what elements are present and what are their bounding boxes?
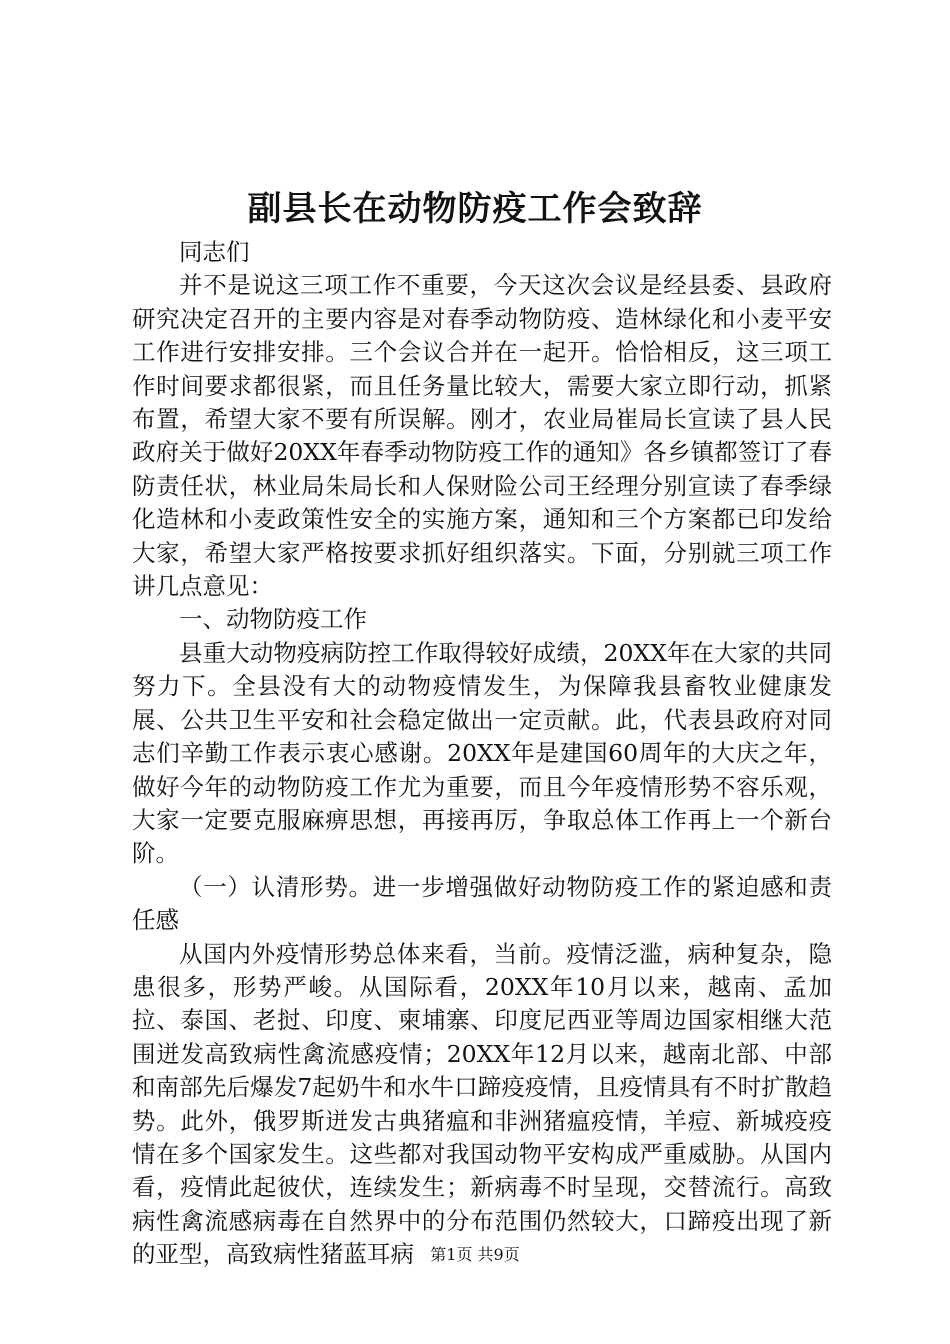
- section-heading: 一、动物防疫工作: [179, 605, 367, 634]
- paragraph: 同志们: [179, 238, 250, 266]
- page-footer: 第1页 共9页: [430, 1245, 520, 1264]
- document-title: 副县长在动物防疫工作会致辞: [247, 189, 703, 229]
- paragraph: 从国内外疫情形势总体来看，当前。疫情泛滥，病种复杂，隐患很多，形势严峻。从国际看，20XX年10月以来，越南、孟加拉、泰国、老挝、印度、柬埔寨、印度尼西亚等周边国家相继大范围迸发高致病性禽流感疫情；20XX年12月以来，越南北部、中部和南部先后爆发7起奶牛和水牛口蹄疫疫情，且疫情具有不时扩散趋势。此外，俄罗斯迸发古典猪瘟和非洲猪瘟疫情，羊痘、新城疫疫情在多个国家发生。这些都对我国动物平安构成严重威胁。从国内看，疫情此起彼伏，连续发生；新病毒不时呈现，交替流行。高致病性禽流感病毒在自然界中的分布范围仍然较大，口蹄疫出现了新的亚型，高致病性猪蓝耳病: [132, 939, 832, 1269]
- paragraph: 县重大动物疫病防控工作取得较好成绩，20XX年在大家的共同努力下。全县没有大的动物疫情发生，为保障我县畜牧业健康发展、公共卫生平安和社会稳定做出一定贡献。此，代表县政府对同志们辛勤工作表示衷心感谢。20XX年是建国60周年的大庆之年，做好今年的动物防疫工作尤为重要，而且今年疫情形势不容乐观，大家一定要克服麻痹思想，再接再厉，争取总体工作再上一个新台阶。: [132, 638, 832, 868]
- document-body: [132, 236, 832, 1272]
- paragraph: 并不是说这三项工作不重要，今天这次会议是经县委、县政府研究决定召开的主要内容是对春季动物防疫、造林绿化和小麦平安工作进行安排安排。三个会议合并在一起开。恰恰相反，这三项工作时间要求都很紧，而且任务量比较大，需要大家立即行动，抓紧布置，希望大家不要有所误解。刚才，农业局崔局长宣读了县人民政府关于做好20XX年春季动物防疫工作的通知》各乡镇都签订了春防责任状，林业局朱局长和人保财险公司王经理分别宣读了春季绿化造林和小麦政策性安全的实施方案，通知和三个方案都已印发给大家，希望大家严格按要求抓好组织落实。下面，分别就三项工作讲几点意见：: [132, 271, 832, 601]
- subsection-heading: （一）认清形势。进一步增强做好动物防疫工作的紧迫感和责任感: [132, 872, 832, 935]
